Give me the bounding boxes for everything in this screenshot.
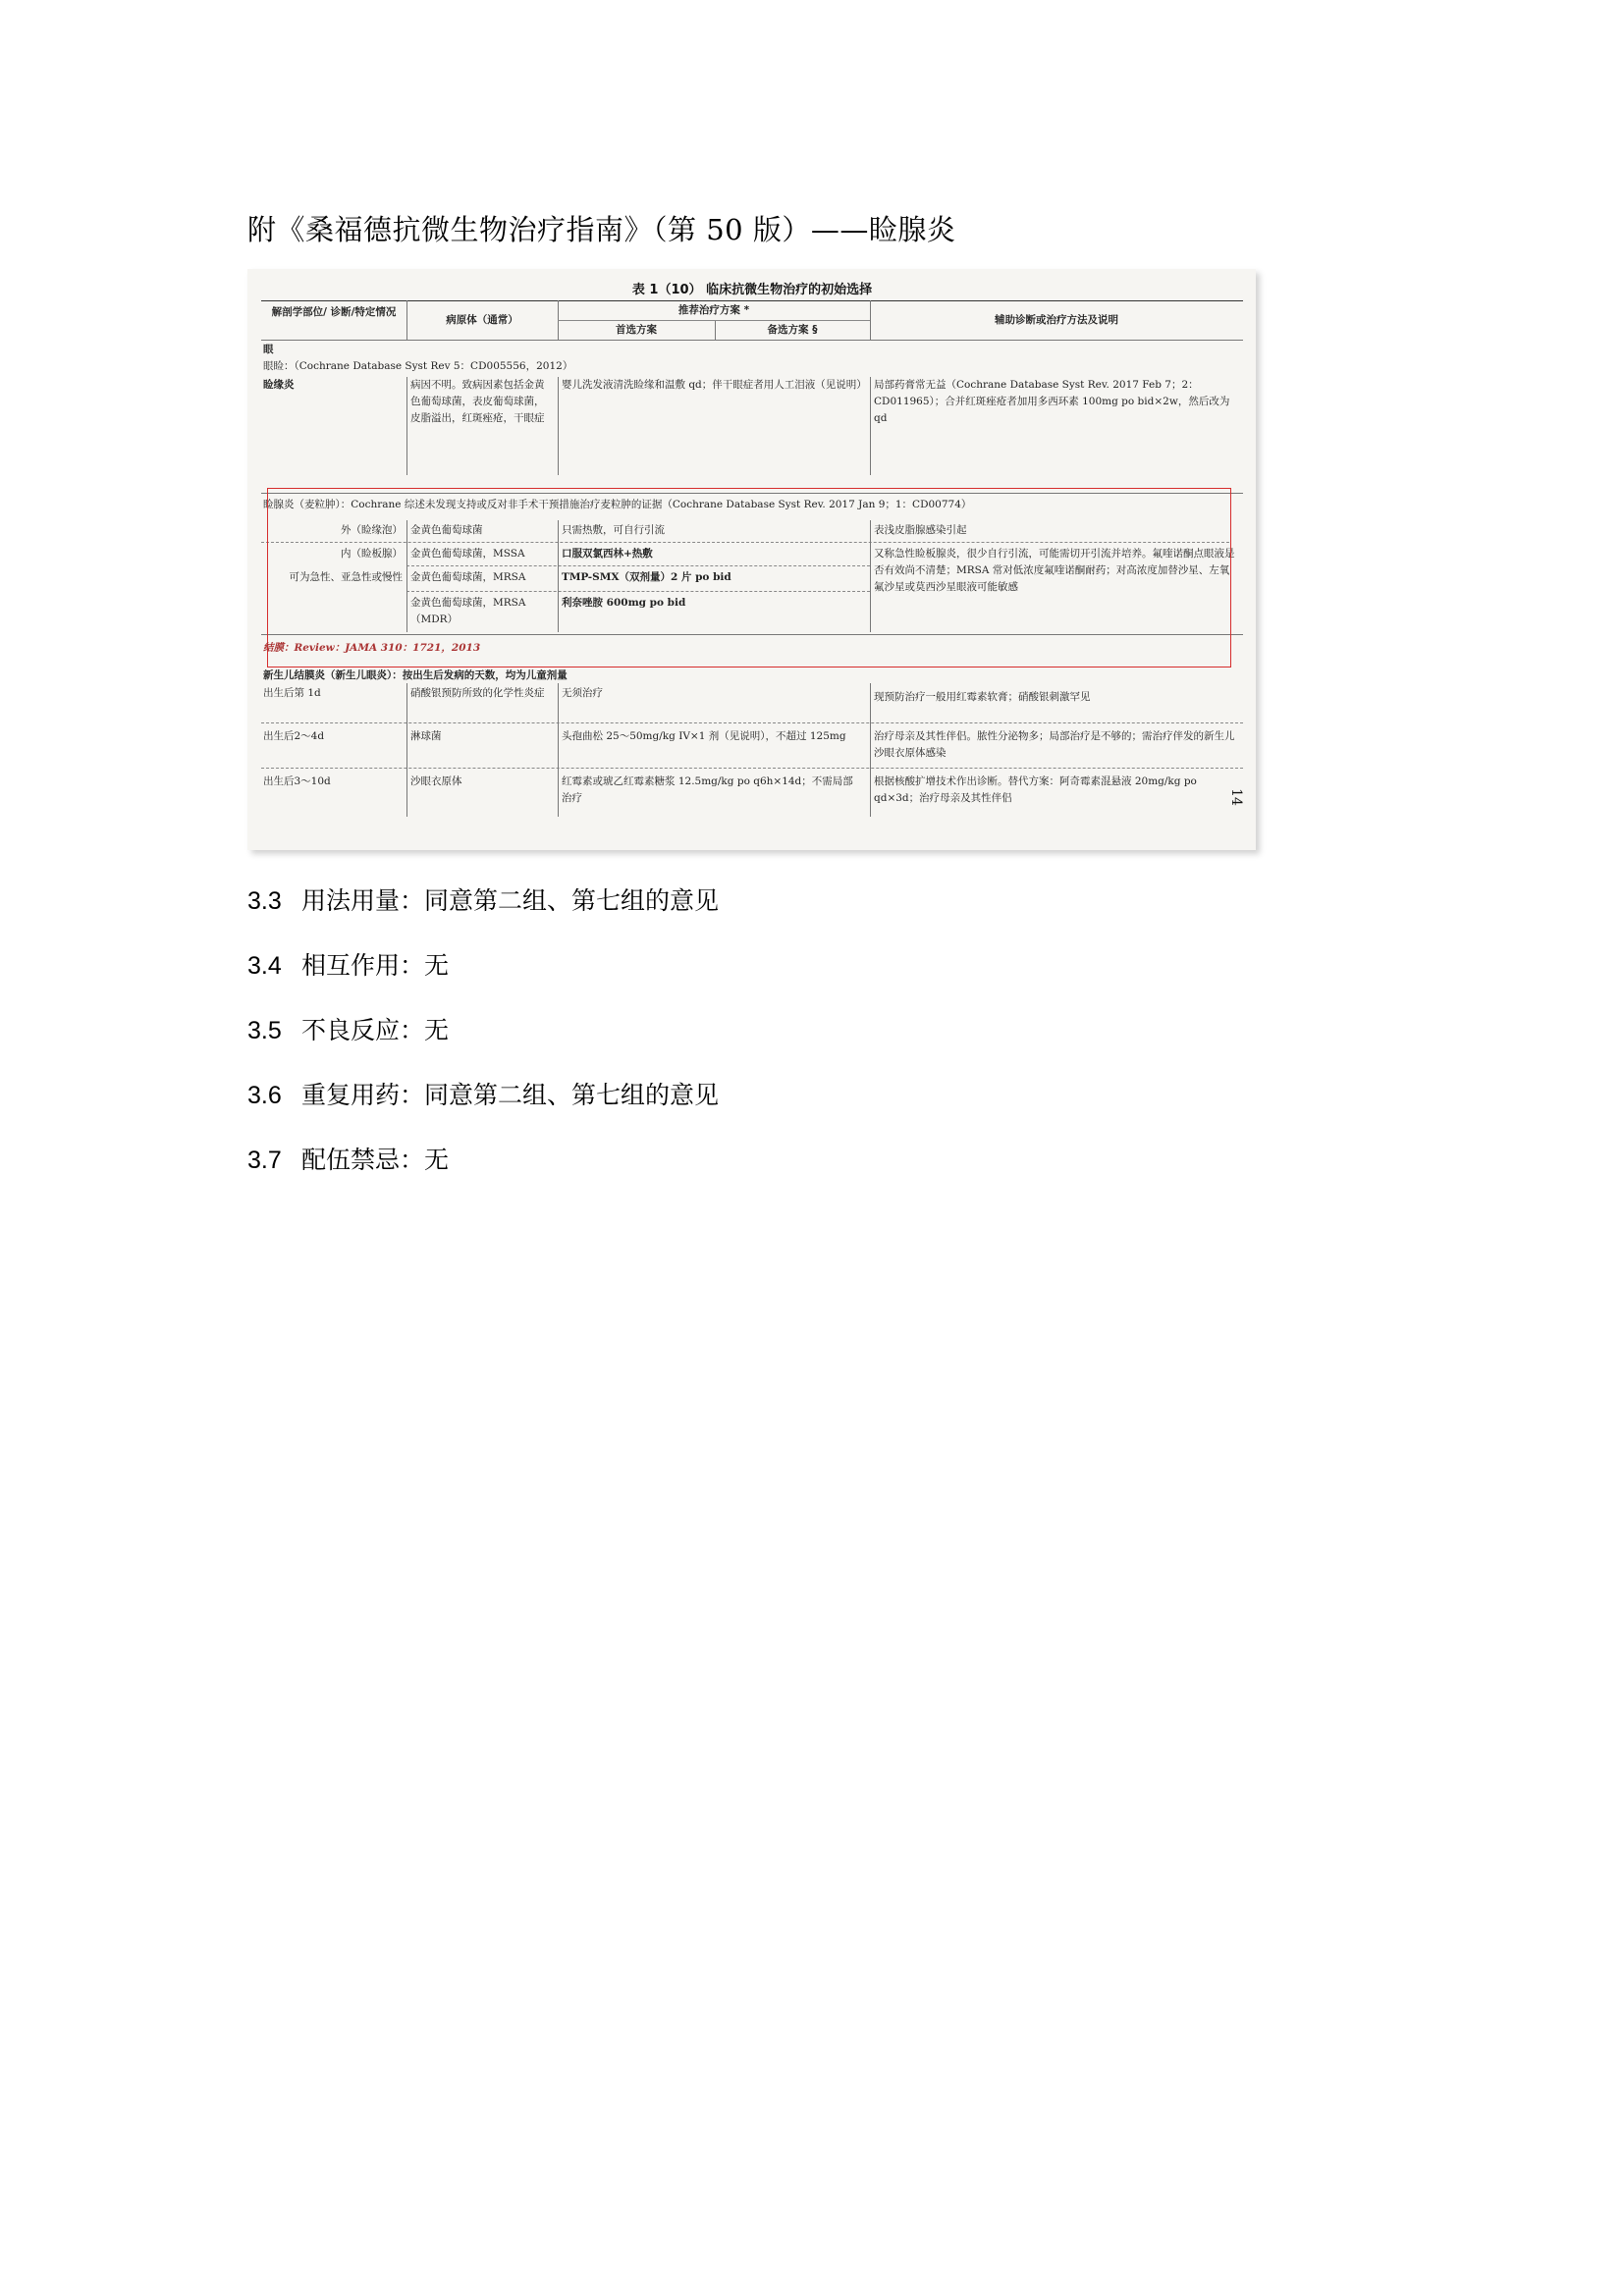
header-primary: 首选方案 [616, 324, 657, 336]
neonatal-pathogen-1: 硝酸银预防所致的化学性炎症 [410, 687, 545, 699]
header-recommended: 推荐治疗方案 * [677, 304, 750, 316]
table-top-rule [261, 300, 1243, 301]
hordeolum-site-1: 外（睑缘泡） [341, 524, 403, 536]
hordeolum-pathogen-3: 金黄色葡萄球菌，MRSA [410, 571, 526, 583]
blepharitis-primary: 婴儿洗发液清洗睑缘和温敷 qd；伴干眼症者用人工泪液（见说明） [562, 379, 867, 391]
neonatal-site-1: 出生后第 1d [263, 687, 321, 699]
section-number: 3.4 [247, 952, 282, 980]
neonatal-primary-3: 红霉素或琥乙红霉素糖浆 12.5mg/kg po q6h×14d；不需局部治疗 [562, 775, 853, 804]
section-text: 重复用药：同意第二组、第七组的意见 [301, 1081, 720, 1109]
neonatal-note-3: 根据核酸扩增技术作出诊断。替代方案：阿奇霉素混悬液 20mg/kg po qd×3d；治疗母亲及其性伴侣 [874, 775, 1197, 804]
hordeolum-primary-4: 利奈唑胺 600mg po bid [562, 597, 686, 609]
neonatal-note-1: 现预防治疗一般用红霉素软膏；硝酸银刺激罕见 [874, 691, 1091, 703]
section-3-5 [247, 1011, 449, 1046]
section-number: 3.6 [247, 1082, 282, 1109]
hordeolum-site-3: 可为急性、亚急性或慢性 [289, 571, 403, 583]
section-number: 3.3 [247, 887, 282, 915]
hordeolum-primary-2: 口服双氯西林+热敷 [562, 548, 653, 560]
neonatal-primary-1: 无须治疗 [562, 687, 603, 699]
section-conjunctiva: 结膜：Review：JAMA 310：1721，2013 [263, 642, 481, 654]
blepharitis-site: 睑缘炎 [263, 379, 295, 391]
header-bottom-rule [261, 340, 1243, 341]
section-text: 相互作用：无 [301, 951, 450, 980]
header-pathogen: 病原体（通常） [446, 314, 518, 326]
section-text: 用法用量：同意第二组、第七组的意见 [301, 886, 720, 915]
hordeolum-header: 睑腺炎（麦粒肿）：Cochrane 综述未发现支持或反对非手术干预措施治疗麦粒肿的证据（Cochrane Database Syst Rev. 2017 Jan 9；1：CD00774） [263, 499, 972, 510]
document-title: 附《桑福德抗微生物治疗指南》（第 50 版）——睑腺炎 [247, 213, 956, 246]
blepharitis-pathogen: 病因不明。致病因素包括金黄色葡萄球菌，表皮葡萄球菌，皮脂溢出，红斑痤疮，干眼症 [410, 379, 545, 424]
hordeolum-pathogen-1: 金黄色葡萄球菌 [410, 524, 483, 536]
section-number: 3.5 [247, 1017, 282, 1044]
neonatal-site-3: 出生后3～10d [263, 775, 331, 787]
neonatal-primary-2: 头孢曲松 25～50mg/kg IV×1 剂（见说明），不超过 125mg [562, 730, 846, 742]
header-site: 解剖学部位/ 诊断/特定情况 [271, 306, 397, 318]
neonatal-pathogen-3: 沙眼衣原体 [410, 775, 462, 787]
section-3-6 [247, 1076, 719, 1111]
section-eye: 眼 [263, 344, 274, 355]
header-adjunct: 辅助诊断或治疗方法及说明 [995, 314, 1118, 326]
neonatal-note-2: 治疗母亲及其性伴侣。脓性分泌物多；局部治疗是不够的；需治疗伴发的新生儿沙眼衣原体感染 [874, 730, 1235, 759]
section-text: 不良反应：无 [301, 1016, 450, 1044]
section-3-3 [247, 881, 719, 917]
neonatal-site-2: 出生后2～4d [263, 730, 325, 742]
hordeolum-site-2: 内（睑板腺） [341, 548, 403, 560]
page-number: 14 [1228, 788, 1245, 806]
neonatal-header: 新生儿结膜炎（新生儿眼炎）：按出生后发病的天数，均为儿童剂量 [263, 669, 568, 681]
hordeolum-primary-1: 只需热敷，可自行引流 [562, 524, 665, 536]
section-number: 3.7 [247, 1147, 282, 1174]
table-caption: 表 1（10） 临床抗微生物治疗的初始选择 [631, 283, 873, 297]
hordeolum-pathogen-4: 金黄色葡萄球菌，MRSA（MDR） [410, 597, 526, 625]
section-3-4 [247, 946, 449, 982]
hordeolum-pathogen-2: 金黄色葡萄球菌，MSSA [410, 548, 525, 560]
hordeolum-note-1: 表浅皮脂腺感染引起 [874, 524, 967, 536]
section-eyelid: 眼睑：（Cochrane Database Syst Rev 5：CD005556，2012） [263, 360, 573, 372]
neonatal-pathogen-2: 淋球菌 [410, 730, 442, 742]
scanned-table-image [247, 269, 1256, 850]
section-3-7 [247, 1141, 449, 1176]
section-text: 配伍禁忌：无 [301, 1146, 450, 1174]
header-alternative: 备选方案 § [767, 324, 818, 336]
blepharitis-note: 局部药膏常无益（Cochrane Database Syst Rev. 2017 Feb 7；2：CD011965）；合并红斑痤疮者加用多西环素 100mg po bid×2w，然后改为 qd [874, 379, 1230, 424]
hordeolum-note: 又称急性睑板腺炎，很少自行引流，可能需切开引流并培养。氟喹诺酮点眼液是否有效尚不清楚；MRSA 常对低浓度氟喹诺酮耐药；对高浓度加替沙星、左氧氟沙星或莫西沙星眼液可能敏感 [874, 548, 1235, 593]
hordeolum-primary-3: TMP-SMX（双剂量）2 片 po bid [562, 571, 731, 583]
